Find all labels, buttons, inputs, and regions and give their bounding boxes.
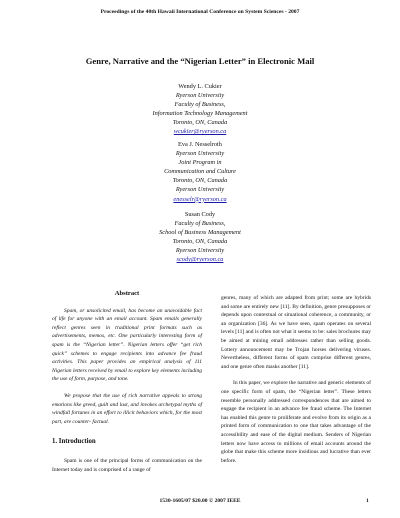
affiliation-line: Toronto, ON, Canada [172, 177, 228, 185]
body-paragraph: In this paper, we explore the narrative and generic elements of one specific form of spam, the “Nigerian letter”. These letters resemble personally addressed correspondences that are aimed to engage the recipient in an advance fee fraud scheme. The Internet has enabled this genre to proliferate and evolve from its origin as a printed form of communication to one that takes advantage of the accessibility and ease of the digital medium. Senders of Nigerian letters now have access to millions of email accounts around the globe that make this scheme more insidious and lucrative than ever before. [221, 380, 371, 464]
author-name: Susan Cody [184, 211, 216, 218]
author-name: Wendy L. Cukier [178, 83, 222, 90]
author-block-1 [0, 82, 400, 137]
affiliation-line: Toronto, ON, Canada [172, 238, 228, 246]
page-number: 1 [366, 498, 369, 504]
author-email-link[interactable]: enesselr@ryerson.ca [173, 195, 227, 203]
author-email-link[interactable]: wcukier@ryerson.ca [173, 128, 227, 136]
section-heading-introduction: 1. Introduction [52, 438, 96, 446]
right-column [221, 294, 371, 473]
author-block-2 [0, 140, 400, 204]
abstract-body [52, 307, 202, 427]
left-column [52, 290, 202, 482]
abstract-paragraph: We propose that the use of rich narrative appeals to strong emotions like greed, guilt and lust, and invokes archetypal myths of windfall fortunes in an effort to illicit behaviors which, for the most part, are counter- factual. [52, 392, 202, 425]
affiliation-line: Faculty of Business, [174, 220, 226, 228]
author-name: Eva J. Nesselroth [178, 141, 222, 148]
author-email-link[interactable]: scody@ryerson.ca [176, 256, 224, 264]
affiliation-line: Ryerson University [175, 150, 225, 158]
affiliation-line: Faculty of Business, [174, 101, 226, 109]
intro-paragraph: Spam is one of the principal forms of communication on the Internet today and is comprised of a range of [52, 457, 202, 473]
affiliation-line: Communication and Culture [164, 168, 236, 176]
body-paragraph: genres, many of which are adapted from print; some are hybrids and some are entirely new [11]. By definition, genre presupposes or depends upon contextual or situational coherence, a community, or an organization [36]. As we have seen, spam operates on several levels [11] and is often not what it seems to be: sales brochures may be aimed at mining email addresses rather than selling goods. Lottery announcement may be Trojan horses delivering viruses. Nevertheless, different forms of spam comprise different genres, and one genre often masks another [11]. [221, 295, 371, 370]
affiliation-line: Joint Program in [178, 159, 222, 167]
affiliation-line: Ryerson University [175, 186, 225, 194]
affiliation-line: School of Business Management [159, 229, 241, 237]
abstract-heading: Abstract [114, 290, 140, 297]
affiliation-line: Toronto, ON, Canada [172, 119, 228, 127]
affiliation-line: Ryerson University [175, 92, 225, 100]
conference-header: Proceedings of the 40th Hawaii International Conference on System Sciences - 2007 [100, 9, 300, 15]
affiliation-line: Ryerson University [175, 247, 225, 255]
affiliation-line: Information Technology Management [152, 110, 248, 118]
abstract-paragraph: Spam, or unsolicited email, has become an unavoidable fact of life for anyone with an email account. Spam emails generally reflect genres seen in traditional print formats such as advertisements, memos, etc. One particularly interesting form of spam is the “Nigerian letter”. Nigerian letters offer “get rich quick” schemes to engage recipients into advance fee fraud activities. This paper provides an empirical analysis of 111 Nigerian letters received by email to explore key elements including the use of form, purpose, and tone. [52, 307, 202, 383]
author-block-3 [0, 210, 400, 265]
copyright-footer: 1530-1605/07 $20.00 © 2007 IEEE [159, 498, 241, 504]
paper-title: Genre, Narrative and the “Nigerian Letter” in Electronic Mail [85, 56, 315, 66]
